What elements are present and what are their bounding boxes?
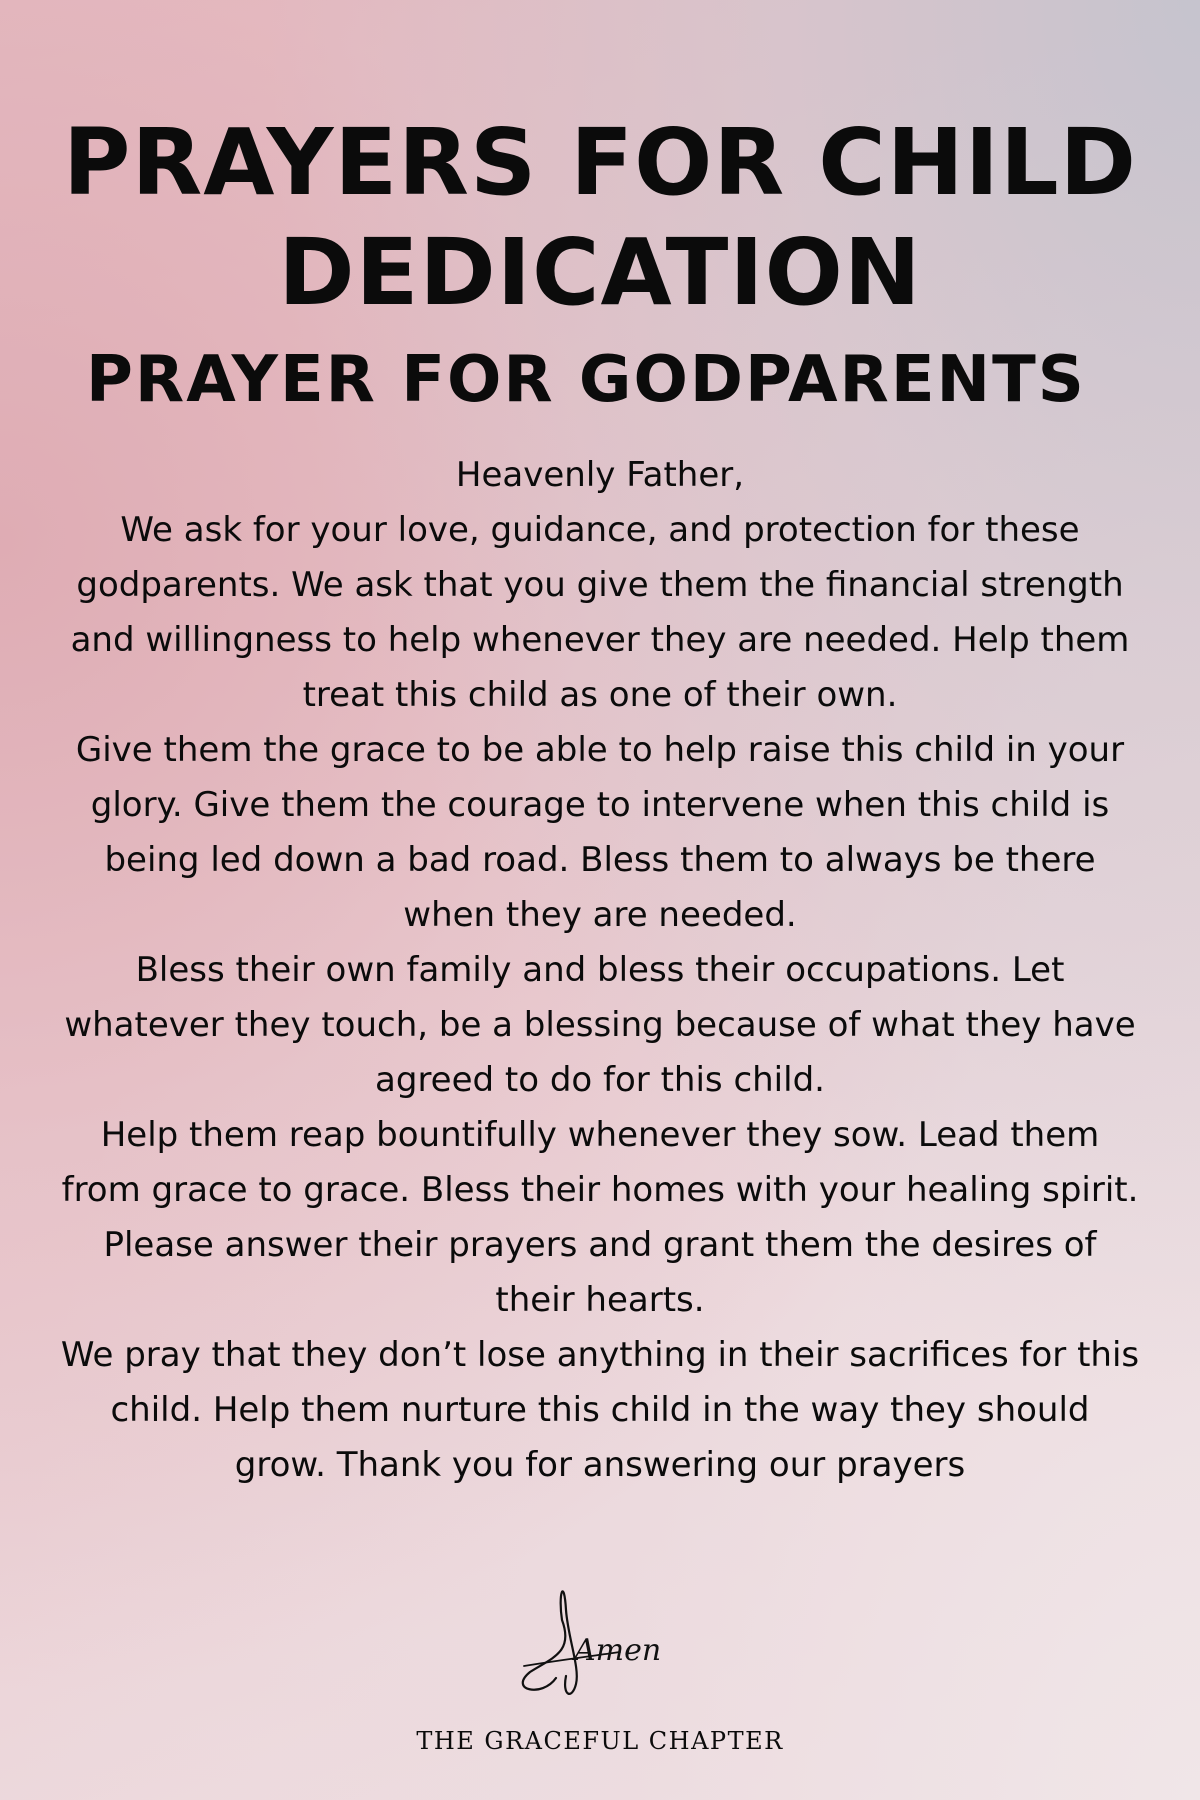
prayer-paragraph: Bless their own family and bless their occupations. Let whatever they touch, be a blessing because of what they have agreed to do for this child. <box>64 950 1136 1100</box>
prayer-salutation: Heavenly Father, <box>455 455 745 495</box>
script-a-stroke <box>523 1591 577 1694</box>
prayer-text <box>60 448 1140 1493</box>
amen-text: Amen <box>574 1633 662 1668</box>
prayer-paragraph: We ask for your love, guidance, and protection for these godparents. We ask that you give them the financial strength and willingness to help whenever they are needed. Help them treat this child as one of their own. <box>70 510 1130 715</box>
amen-signature <box>500 1580 700 1710</box>
amen-script-mark <box>500 1580 700 1710</box>
prayer-paragraph: Give them the grace to be able to help raise this child in your glory. Give them the courage to intervene when this child is being led down a bad road. Bless them to always be there when they are needed. <box>75 730 1125 935</box>
prayer-paragraph: Help them reap bountifully whenever they sow. Lead them from grace to grace. Bless their homes with your healing spirit. Please answer their prayers and grant them the desires of their hearts. <box>61 1115 1139 1320</box>
section-heading: PRAYER FOR GODPARENTS <box>86 343 1086 417</box>
prayer-paragraph: We pray that they don’t lose anything in their sacrifices for this child. Help them nurture this child in the way they should grow. Thank you for answering our prayers <box>60 1335 1140 1485</box>
brand-name: THE GRACEFUL CHAPTER <box>416 1727 784 1755</box>
page-title: PRAYERS FOR CHILD DEDICATION <box>63 109 1137 326</box>
